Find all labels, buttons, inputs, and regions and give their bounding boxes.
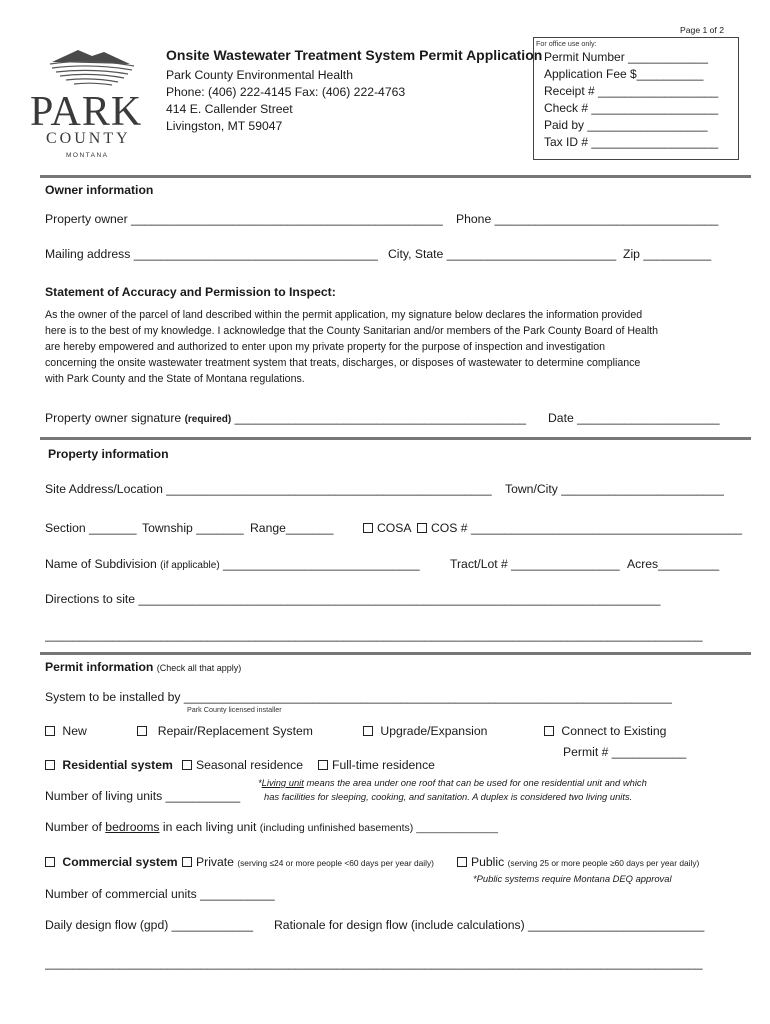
connect-option[interactable] bbox=[544, 724, 666, 738]
directions-field-line-2[interactable]: _________________________________________________________________________________________________ bbox=[45, 628, 703, 642]
public-note: (serving 25 or more people ≥60 days per year daily) bbox=[507, 858, 700, 868]
statement-line-3: are hereby empowered and authorized to enter upon my private property for the purpose of inspection and investigation bbox=[45, 341, 606, 353]
statement-heading: Statement of Accuracy and Permission to Inspect: bbox=[45, 285, 336, 299]
signature-row bbox=[45, 411, 526, 425]
site-address-field[interactable]: Site Address/Location ________________________________________________ bbox=[45, 482, 492, 496]
bedrooms-word: bedrooms bbox=[105, 820, 160, 834]
private-checkbox[interactable] bbox=[182, 857, 192, 867]
town-city-field[interactable]: Town/City ________________________ bbox=[505, 482, 724, 496]
residential-option[interactable] bbox=[45, 758, 173, 772]
subdivision-row bbox=[45, 557, 420, 571]
bedrooms-suffix: in each living unit bbox=[159, 820, 257, 834]
new-checkbox[interactable] bbox=[45, 726, 55, 736]
living-unit-term: Living unit bbox=[261, 777, 304, 788]
living-unit-note-text: means the area under one roof that can be used for one residential unit and which bbox=[303, 777, 647, 788]
directions-field[interactable]: Directions to site _____________________________________________________________________________ bbox=[45, 592, 661, 606]
private-option[interactable] bbox=[182, 855, 434, 869]
upgrade-checkbox[interactable] bbox=[363, 726, 373, 736]
tract-lot-field[interactable]: Tract/Lot # ________________ bbox=[450, 557, 620, 571]
repair-option[interactable] bbox=[137, 724, 313, 738]
contact-phone-fax: Phone: (406) 222-4145 Fax: (406) 222-4763 bbox=[166, 85, 406, 99]
connect-checkbox[interactable] bbox=[544, 726, 554, 736]
statement-line-2: here is to the best of my knowledge. I acknowledge that the County Sanitarian and/or members of the Park County Board of Health bbox=[45, 325, 659, 337]
public-checkbox[interactable] bbox=[457, 857, 467, 867]
date-field[interactable]: Date _____________________ bbox=[548, 411, 720, 425]
seasonal-checkbox[interactable] bbox=[182, 760, 192, 770]
cos-checkbox[interactable] bbox=[417, 523, 427, 533]
public-option[interactable] bbox=[457, 855, 699, 869]
new-label: New bbox=[62, 724, 87, 738]
signature-field[interactable]: ___________________________________________ bbox=[234, 411, 527, 425]
section-divider bbox=[40, 437, 751, 440]
bedrooms-prefix: Number of bbox=[45, 820, 106, 834]
section-field[interactable]: Section _______ bbox=[45, 521, 137, 535]
mailing-address-field[interactable]: Mailing address ____________________________________ bbox=[45, 247, 378, 261]
bedrooms-row bbox=[45, 820, 498, 834]
permit-section-heading-row bbox=[45, 660, 241, 674]
upgrade-option[interactable] bbox=[363, 724, 487, 738]
zip-field[interactable]: Zip __________ bbox=[623, 247, 712, 261]
required-note: (required) bbox=[184, 414, 232, 425]
if-applicable-note: (if applicable) bbox=[160, 560, 220, 571]
fulltime-option[interactable] bbox=[318, 758, 435, 772]
cosa-checkbox[interactable] bbox=[363, 523, 373, 533]
seasonal-label: Seasonal residence bbox=[196, 758, 304, 772]
connect-permit-field[interactable]: Permit # ___________ bbox=[563, 745, 687, 759]
repair-checkbox[interactable] bbox=[137, 726, 147, 736]
installer-note: Park County licensed installer bbox=[187, 705, 282, 714]
department-name: Park County Environmental Health bbox=[166, 68, 353, 82]
section-divider bbox=[40, 175, 751, 178]
commercial-units-field[interactable]: Number of commercial units ___________ bbox=[45, 887, 275, 901]
office-use-box bbox=[533, 37, 739, 160]
rationale-field[interactable]: Rationale for design flow (include calculations) __________________________ bbox=[274, 918, 705, 932]
cos-option[interactable] bbox=[417, 521, 742, 535]
residential-checkbox[interactable] bbox=[45, 760, 55, 770]
range-field[interactable]: Range_______ bbox=[250, 521, 334, 535]
statement-line-4: concerning the onsite wastewater treatment system that treats, discharges, or disposes of wastewater to determine compliance bbox=[45, 357, 641, 369]
check-all-note: (Check all that apply) bbox=[156, 663, 242, 673]
living-units-field[interactable]: Number of living units ___________ bbox=[45, 789, 241, 803]
cosa-option[interactable] bbox=[363, 521, 412, 535]
property-section-heading: Property information bbox=[48, 447, 169, 461]
private-label: Private bbox=[196, 855, 234, 869]
check-field[interactable]: Check # ___________________ bbox=[544, 101, 719, 115]
residential-label: Residential system bbox=[62, 758, 173, 772]
form-title: Onsite Wastewater Treatment System Permit Application bbox=[166, 47, 543, 63]
deq-note: *Public systems require Montana DEQ approval bbox=[473, 873, 672, 884]
daily-flow-field[interactable]: Daily design flow (gpd) ____________ bbox=[45, 918, 254, 932]
repair-label: Repair/Replacement System bbox=[157, 724, 313, 738]
application-fee-field[interactable]: Application Fee $__________ bbox=[544, 67, 704, 81]
section-divider bbox=[40, 652, 751, 655]
commercial-checkbox[interactable] bbox=[45, 857, 55, 867]
logo-park-text: PARK bbox=[30, 89, 143, 135]
cosa-label: COSA bbox=[377, 521, 412, 535]
fulltime-label: Full-time residence bbox=[332, 758, 435, 772]
receipt-field[interactable]: Receipt # __________________ bbox=[544, 84, 719, 98]
address-street: 414 E. Callender Street bbox=[166, 102, 293, 116]
subdivision-label: Name of Subdivision bbox=[45, 557, 157, 571]
acres-field[interactable]: Acres_________ bbox=[627, 557, 720, 571]
signature-label: Property owner signature bbox=[45, 411, 182, 425]
subdivision-field[interactable]: _____________________________ bbox=[223, 557, 420, 571]
commercial-option[interactable] bbox=[45, 855, 178, 869]
new-option[interactable] bbox=[45, 724, 87, 738]
paid-by-field[interactable]: Paid by __________________ bbox=[544, 118, 708, 132]
living-unit-note-1: *Living unit means the area under one roof that can be used for one residential unit and which bbox=[258, 777, 647, 788]
logo-county-text: COUNTY bbox=[46, 130, 131, 147]
township-field[interactable]: Township _______ bbox=[142, 521, 244, 535]
property-owner-field[interactable]: Property owner ______________________________________________ bbox=[45, 212, 443, 226]
installer-field[interactable]: System to be installed by ________________________________________________________________________ bbox=[45, 690, 672, 704]
owner-section-heading: Owner information bbox=[45, 183, 154, 197]
upgrade-label: Upgrade/Expansion bbox=[380, 724, 488, 738]
bedrooms-field[interactable]: (including unfinished basements) ______________ bbox=[259, 822, 498, 834]
statement-line-5: with Park County and the State of Montana regulations. bbox=[45, 373, 305, 385]
city-state-field[interactable]: City, State _________________________ bbox=[388, 247, 617, 261]
address-city: Livingston, MT 59047 bbox=[166, 119, 283, 133]
commercial-label: Commercial system bbox=[62, 855, 178, 869]
owner-phone-field[interactable]: Phone _________________________________ bbox=[456, 212, 719, 226]
tax-id-field[interactable]: Tax ID # ___________________ bbox=[544, 135, 719, 149]
statement-line-1: As the owner of the parcel of land described within the permit application, my signature below declares the information provided bbox=[45, 309, 643, 321]
permit-section-heading: Permit information bbox=[45, 660, 154, 674]
park-county-logo bbox=[30, 44, 148, 162]
living-unit-note-2: has facilities for sleeping, cooking, and sanitation. A duplex is considered two living units. bbox=[264, 791, 633, 802]
connect-label: Connect to Existing bbox=[561, 724, 667, 738]
rationale-field-line-2[interactable]: _________________________________________________________________________________________________ bbox=[45, 956, 703, 970]
permit-number-field[interactable]: Permit Number ____________ bbox=[544, 50, 709, 64]
private-note: (serving ≤24 or more people <60 days per year daily) bbox=[237, 858, 434, 868]
office-use-caption: For office use only: bbox=[536, 39, 597, 48]
seasonal-option[interactable] bbox=[182, 758, 303, 772]
cos-field[interactable]: COS # ________________________________________ bbox=[431, 521, 743, 535]
page-indicator: Page 1 of 2 bbox=[680, 25, 724, 35]
fulltime-checkbox[interactable] bbox=[318, 760, 328, 770]
public-label: Public bbox=[471, 855, 505, 869]
logo-state-text: MONTANA bbox=[66, 152, 109, 159]
